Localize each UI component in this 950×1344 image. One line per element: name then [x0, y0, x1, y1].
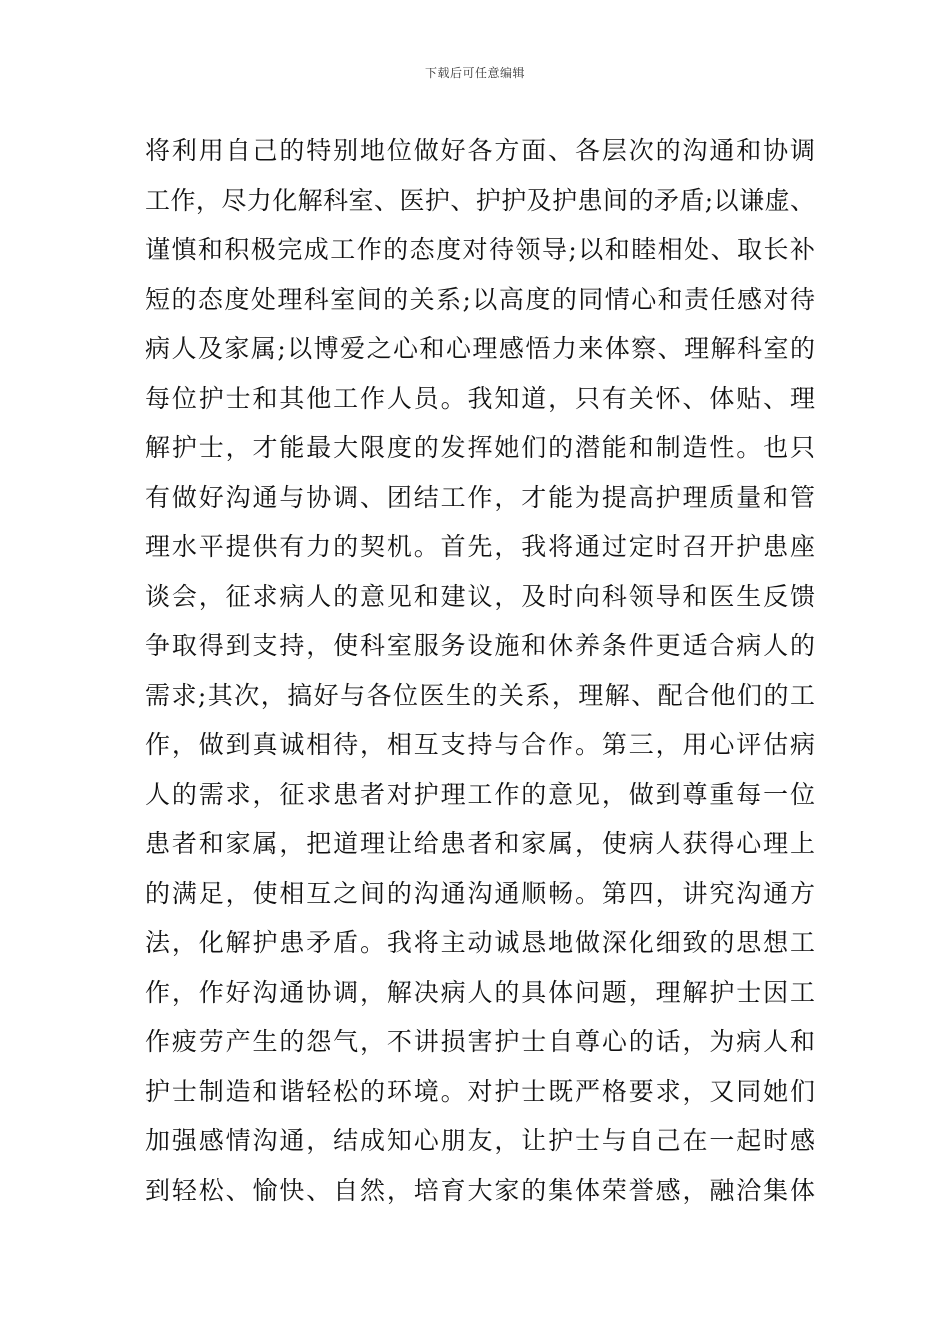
text-line: 短的态度处理科室间的关系;以高度的同情心和责任感对待 [145, 284, 815, 314]
page-header: 下载后可任意编辑 [424, 66, 525, 80]
text-line: 加强感情沟通，结成知心朋友，让护士与自己在一起时感 [145, 1126, 815, 1155]
text-line: 需求;其次，搞好与各位医生的关系，理解、配合他们的工 [145, 680, 815, 710]
text-line: 理水平提供有力的契机。首先，我将通过定时召开护患座 [145, 532, 815, 561]
text-line: 有做好沟通与协调、团结工作，才能为提高护理质量和管 [145, 482, 815, 512]
text-line: 到轻松、愉快、自然，培育大家的集体荣誉感，融洽集体 [145, 1175, 815, 1205]
text-line: 作疲劳产生的怨气，不讲损害护士自尊心的话，为病人和 [145, 1027, 815, 1056]
text-line: 谈会，征求病人的意见和建议，及时向科领导和医生反馈 [145, 581, 815, 611]
text-line: 作，做到真诚相待，相互支持与合作。第三，用心评估病 [145, 730, 815, 759]
text-line: 将利用自己的特别地位做好各方面、各层次的沟通和协调 [145, 136, 815, 165]
text-line: 的满足，使相互之间的沟通沟通顺畅。第四，讲究沟通方 [145, 878, 815, 908]
text-line: 作，作好沟通协调，解决病人的具体问题，理解护士因工 [145, 977, 815, 1007]
text-line: 解护士，才能最大限度的发挥她们的潜能和制造性。也只 [145, 433, 815, 462]
text-line: 谨慎和积极完成工作的态度对待领导;以和睦相处、取长补 [145, 235, 815, 264]
text-line: 工作，尽力化解科室、医护、护护及护患间的矛盾;以谦虚、 [145, 185, 815, 215]
body-text [145, 126, 815, 1215]
text-line: 每位护士和其他工作人员。我知道，只有关怀、体贴、理 [145, 383, 815, 413]
text-line: 争取得到支持，使科室服务设施和休养条件更适合病人的 [145, 631, 815, 660]
text-line: 人的需求，征求患者对护理工作的意见，做到尊重每一位 [145, 779, 815, 809]
text-line: 法，化解护患矛盾。我将主动诚恳地做深化细致的思想工 [145, 928, 815, 957]
text-line: 病人及家属;以博爱之心和心理感悟力来体察、理解科室的 [145, 334, 815, 363]
text-line: 患者和家属，把道理让给患者和家属，使病人获得心理上 [145, 829, 815, 858]
text-line: 护士制造和谐轻松的环境。对护士既严格要求，又同她们 [145, 1076, 815, 1106]
